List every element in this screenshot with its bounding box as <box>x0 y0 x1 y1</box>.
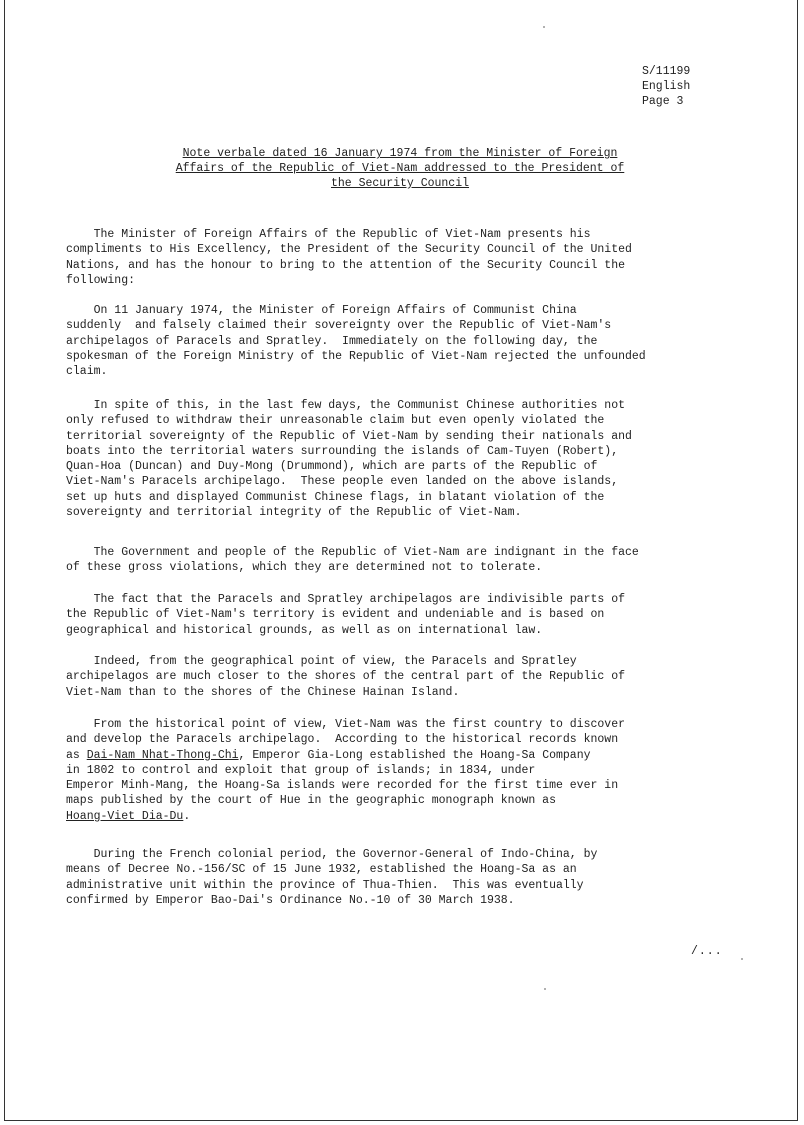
text-line: only refused to withdraw their unreasonable claim but even openly violated the <box>66 414 605 428</box>
text-line: archipelagos are much closer to the shores of the central part of the Republic of <box>66 670 625 684</box>
scan-speck <box>543 26 545 28</box>
text-line: compliments to His Excellency, the President of the Security Council of the United <box>66 243 632 257</box>
text-line: Viet-Nam than to the shores of the Chinese Hainan Island. <box>66 685 460 699</box>
text-line: Hoang-Viet Dia-Du. <box>66 809 191 823</box>
text-line: boats into the territorial waters surrounding the islands of Cam-Tuyen (Robert), <box>66 444 619 458</box>
text-line: The Minister of Foreign Affairs of the Republic of Viet-Nam presents his <box>66 228 591 241</box>
text-line: Nations, and has the honour to bring to the attention of the Security Council the <box>66 258 625 272</box>
text-line: sovereignty and territorial integrity of the Republic of Viet-Nam. <box>66 506 522 520</box>
paragraph <box>66 847 736 908</box>
text-line: spokesman of the Foreign Ministry of the Republic of Viet-Nam rejected the unfounded <box>66 349 646 363</box>
paragraph <box>66 717 736 824</box>
text-line: set up huts and displayed Communist Chinese flags, in blatant violation of the <box>66 490 605 504</box>
text-line: suddenly and falsely claimed their sovereignty over the Republic of Viet-Nam's <box>66 319 612 333</box>
title-line: Affairs of the Republic of Viet-Nam addressed to the President of <box>175 162 625 175</box>
text-line: Indeed, from the geographical point of view, the Paracels and Spratley <box>66 655 577 668</box>
text-line: The fact that the Paracels and Spratley archipelagos are indivisible parts of <box>66 593 625 606</box>
text-line: in 1802 to control and exploit that group of islands; in 1834, under <box>66 763 536 777</box>
text-line: The Government and people of the Republic of Viet-Nam are indignant in the face <box>66 546 639 559</box>
document-symbol: S/11199 <box>642 65 691 78</box>
paragraph <box>66 592 736 638</box>
paragraph <box>66 303 736 379</box>
page-number: Page 3 <box>642 95 684 108</box>
text-line: and develop the Paracels archipelago. According to the historical records known <box>66 733 619 747</box>
title-line: the Security Council <box>330 177 470 190</box>
text-line: the Republic of Viet-Nam's territory is evident and undeniable and is based on <box>66 608 605 622</box>
text-line: Emperor Minh-Mang, the Hoang-Sa islands were recorded for the first time ever in <box>66 779 619 793</box>
text-line: archipelagos of Paracels and Spratley. Immediately on the following day, the <box>66 334 598 348</box>
scan-speck <box>544 988 546 990</box>
underlined-title: Dai-Nam Nhat-Thong-Chi <box>86 748 239 762</box>
document-title <box>140 146 660 191</box>
text-line: means of Decree No.-156/SC of 15 June 1932, established the Hoang-Sa as an <box>66 863 577 877</box>
scan-speck <box>741 958 743 960</box>
text-line: following: <box>66 273 136 287</box>
paragraph <box>66 227 736 288</box>
document-language: English <box>642 80 691 93</box>
text-line: In spite of this, in the last few days, the Communist Chinese authorities not <box>66 399 625 412</box>
text-line: Viet-Nam's Paracels archipelago. These people even landed on the above islands, <box>66 475 619 489</box>
text-line: as Dai-Nam Nhat-Thong-Chi, Emperor Gia-Long established the Hoang-Sa Company <box>66 748 591 762</box>
text-line: From the historical point of view, Viet-Nam was the first country to discover <box>66 718 625 731</box>
text-line: geographical and historical grounds, as well as on international law. <box>66 623 543 637</box>
text-line: During the French colonial period, the Governor-General of Indo-China, by <box>66 848 598 861</box>
continuation-mark: /... <box>691 945 723 958</box>
text-line: confirmed by Emperor Bao-Dai's Ordinance No.-10 of 30 March 1938. <box>66 893 515 907</box>
text-line: claim. <box>66 365 108 379</box>
text-line: of these gross violations, which they are determined not to tolerate. <box>66 561 543 575</box>
paragraph <box>66 654 736 700</box>
title-line: Note verbale dated 16 January 1974 from the Minister of Foreign <box>182 147 618 160</box>
text-line: Quan-Hoa (Duncan) and Duy-Mong (Drummond), which are parts of the Republic of <box>66 460 598 474</box>
text-line: territorial sovereignty of the Republic of Viet-Nam by sending their nationals and <box>66 429 632 443</box>
text-line: maps published by the court of Hue in the geographic monograph known as <box>66 794 556 808</box>
underlined-title: Hoang-Viet Dia-Du <box>66 809 184 823</box>
document-reference <box>642 64 690 109</box>
text-line: administrative unit within the province of Thua-Thien. This was eventually <box>66 878 584 892</box>
text-line: On 11 January 1974, the Minister of Foreign Affairs of Communist China <box>66 304 577 317</box>
paragraph <box>66 398 736 520</box>
paragraph <box>66 545 736 576</box>
